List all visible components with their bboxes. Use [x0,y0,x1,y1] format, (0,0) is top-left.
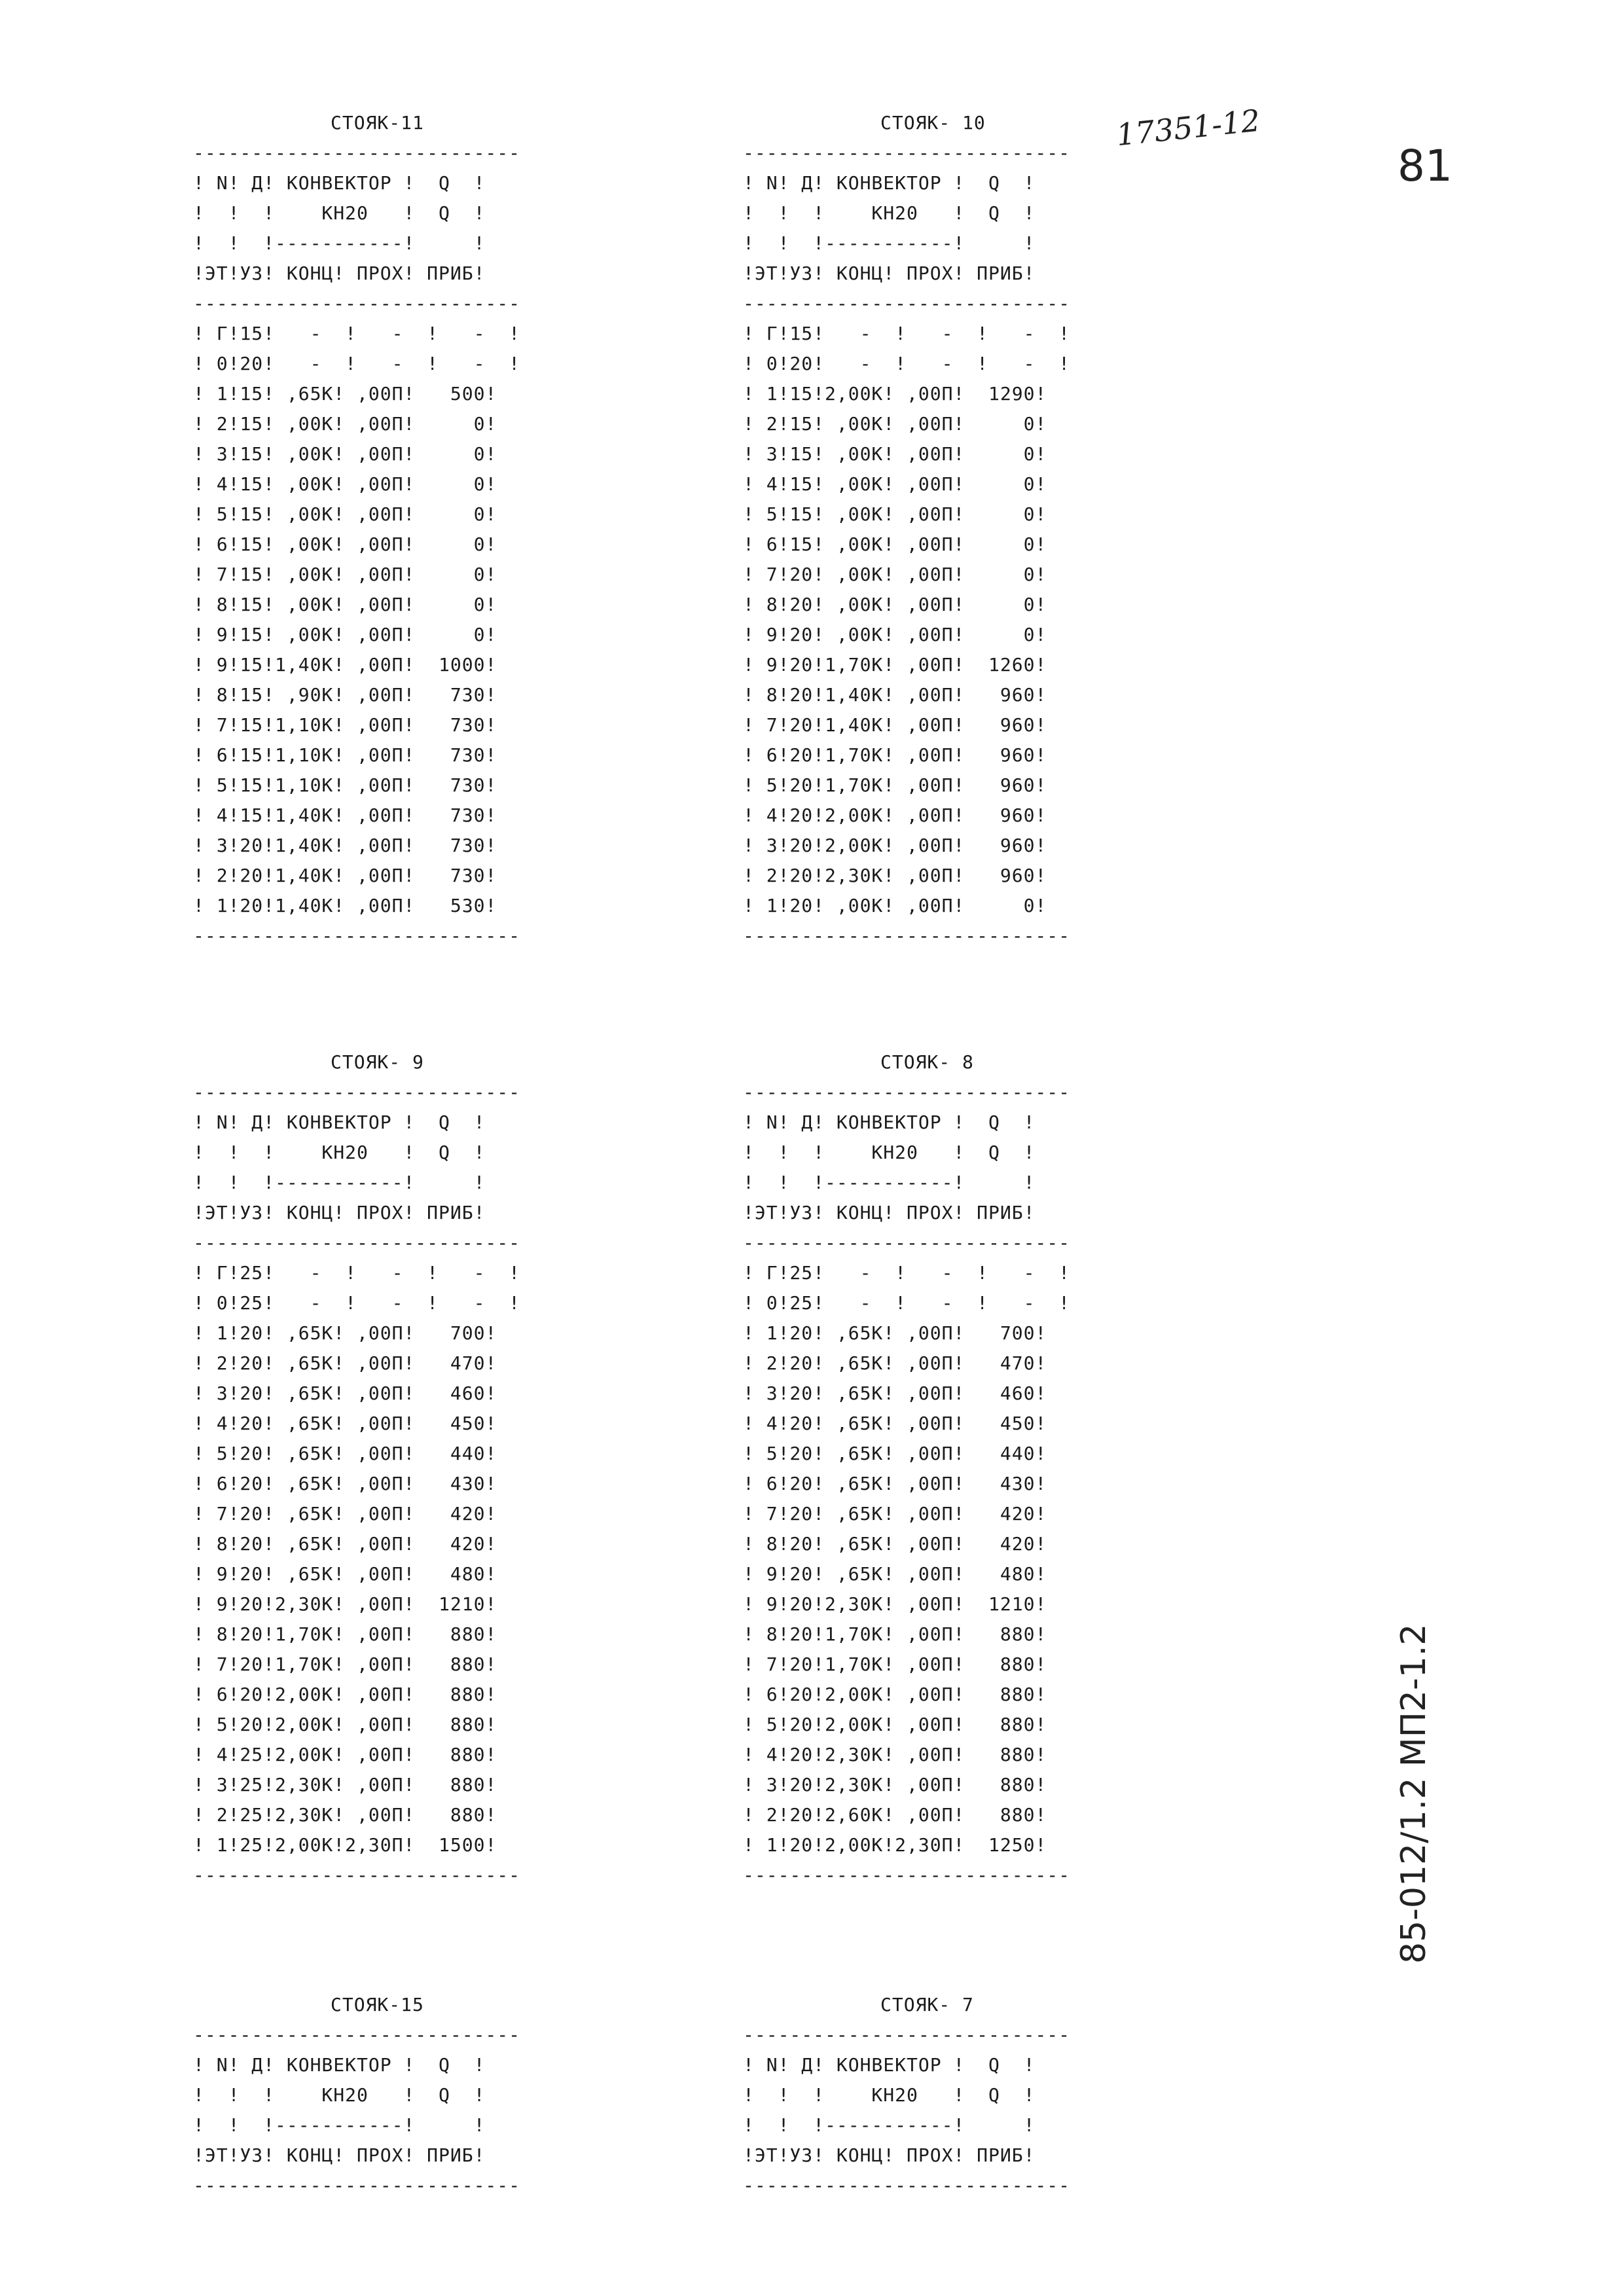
table-body: ---------------------------- ! N! Д! КОНВЕКТОР ! Q ! ! ! ! КН20 ! Q ! ! ! !-----------! ! !ЭТ!УЗ! КОНЦ! ПРОХ! ПРИБ! ---------------------------- ! Г!25! - ! - ! - ! ! 0!25! - ! - ! - ! ! 1!20! ,65К! ,00П! 700! ! 2!20! ,65К! ,00П! 470! ! 3!20! ,65К! ,00П! 460! ! 4!20! ,65К! ,00П! 450! ! 5!20! ,65К! ,00П! 440! ! 6!20! ,65К! ,00П! 430! ! 7!20! ,65К! ,00П! 420! ! 8!20! ,65К! ,00П! 420! ! 9!20! ,65К! ,00П! 480! ! 9!20!2,30К! ,00П! 1210! ! 8!20!1,70К! ,00П! 880! ! 7!20!1,70К! ,00П! 880! ! 6!20!2,00К! ,00П! 880! ! 5!20!2,00К! ,00П! 880! ! 4!25!2,00К! ,00П! 880! ! 3!25!2,30К! ,00П! 880! ! 2!25!2,30К! ,00П! 880! ! 1!25!2,00К!2,30П! 1500! ---------------------------- [193,1081,521,1886]
table-body: ---------------------------- ! N! Д! КОНВЕКТОР ! Q ! ! ! ! КН20 ! Q ! ! ! !-----------! ! !ЭТ!УЗ! КОНЦ! ПРОХ! ПРИБ! ---------------------------- ! Г!15! - ! - ! - ! ! 0!20! - ! - ! - ! ! 1!15!2,00К! ,00П! 1290! ! 2!15! ,00К! ,00П! 0! ! 3!15! ,00К! ,00П! 0! ! 4!15! ,00К! ,00П! 0! ! 5!15! ,00К! ,00П! 0! ! 6!15! ,00К! ,00П! 0! ! 7!20! ,00К! ,00П! 0! ! 8!20! ,00К! ,00П! 0! ! 9!20! ,00К! ,00П! 0! ! 9!20!1,70К! ,00П! 1260! ! 8!20!1,40К! ,00П! 960! ! 7!20!1,40К! ,00П! 960! ! 6!20!1,70К! ,00П! 960! ! 5!20!1,70К! ,00П! 960! ! 4!20!2,00К! ,00П! 960! ! 3!20!2,00К! ,00П! 960! ! 2!20!2,30К! ,00П! 960! ! 1!20! ,00К! ,00П! 0! ---------------------------- [743,142,1071,947]
table-stoyak-7 [743,1990,1254,2201]
table-stoyak-15 [193,1990,704,2201]
table-title: СТОЯК- 7 [880,1994,974,2015]
page-number: 81 [1398,141,1453,191]
table-stoyak-9 [193,1047,704,1890]
table-body: ---------------------------- ! N! Д! КОНВЕКТОР ! Q ! ! ! ! КН20 ! Q ! ! ! !-----------! ! !ЭТ!УЗ! КОНЦ! ПРОХ! ПРИБ! ---------------------------- [193,2024,521,2196]
table-title: СТОЯК- 8 [880,1051,974,1073]
table-stoyak-10 [743,108,1254,951]
table-title: СТОЯК-15 [331,1994,424,2015]
document-reference: 17351-12 [1114,102,1262,153]
table-title: СТОЯК-11 [331,112,424,134]
side-document-code: 85-012/1.2 МП2-1.2 [1394,1623,1434,1964]
table-title: СТОЯК- 10 [880,112,986,134]
table-stoyak-8 [743,1047,1254,1890]
table-stoyak-11 [193,108,704,951]
table-body: ---------------------------- ! N! Д! КОНВЕКТОР ! Q ! ! ! ! КН20 ! Q ! ! ! !-----------! ! !ЭТ!УЗ! КОНЦ! ПРОХ! ПРИБ! ---------------------------- [743,2024,1071,2196]
table-body: ---------------------------- ! N! Д! КОНВЕКТОР ! Q ! ! ! ! КН20 ! Q ! ! ! !-----------! ! !ЭТ!УЗ! КОНЦ! ПРОХ! ПРИБ! ---------------------------- ! Г!25! - ! - ! - ! ! 0!25! - ! - ! - ! ! 1!20! ,65К! ,00П! 700! ! 2!20! ,65К! ,00П! 470! ! 3!20! ,65К! ,00П! 460! ! 4!20! ,65К! ,00П! 450! ! 5!20! ,65К! ,00П! 440! ! 6!20! ,65К! ,00П! 430! ! 7!20! ,65К! ,00П! 420! ! 8!20! ,65К! ,00П! 420! ! 9!20! ,65К! ,00П! 480! ! 9!20!2,30К! ,00П! 1210! ! 8!20!1,70К! ,00П! 880! ! 7!20!1,70К! ,00П! 880! ! 6!20!2,00К! ,00П! 880! ! 5!20!2,00К! ,00П! 880! ! 4!20!2,30К! ,00П! 880! ! 3!20!2,30К! ,00П! 880! ! 2!20!2,60К! ,00П! 880! ! 1!20!2,00К!2,30П! 1250! ---------------------------- [743,1081,1071,1886]
table-title: СТОЯК- 9 [331,1051,424,1073]
table-body: ---------------------------- ! N! Д! КОНВЕКТОР ! Q ! ! ! ! КН20 ! Q ! ! ! !-----------! ! !ЭТ!УЗ! КОНЦ! ПРОХ! ПРИБ! ---------------------------- ! Г!15! - ! - ! - ! ! 0!20! - ! - ! - ! ! 1!15! ,65К! ,00П! 500! ! 2!15! ,00К! ,00П! 0! ! 3!15! ,00К! ,00П! 0! ! 4!15! ,00К! ,00П! 0! ! 5!15! ,00К! ,00П! 0! ! 6!15! ,00К! ,00П! 0! ! 7!15! ,00К! ,00П! 0! ! 8!15! ,00К! ,00П! 0! ! 9!15! ,00К! ,00П! 0! ! 9!15!1,40К! ,00П! 1000! ! 8!15! ,90К! ,00П! 730! ! 7!15!1,10К! ,00П! 730! ! 6!15!1,10К! ,00П! 730! ! 5!15!1,10К! ,00П! 730! ! 4!15!1,40К! ,00П! 730! ! 3!20!1,40К! ,00П! 730! ! 2!20!1,40К! ,00П! 730! ! 1!20!1,40К! ,00П! 530! ---------------------------- [193,142,521,947]
